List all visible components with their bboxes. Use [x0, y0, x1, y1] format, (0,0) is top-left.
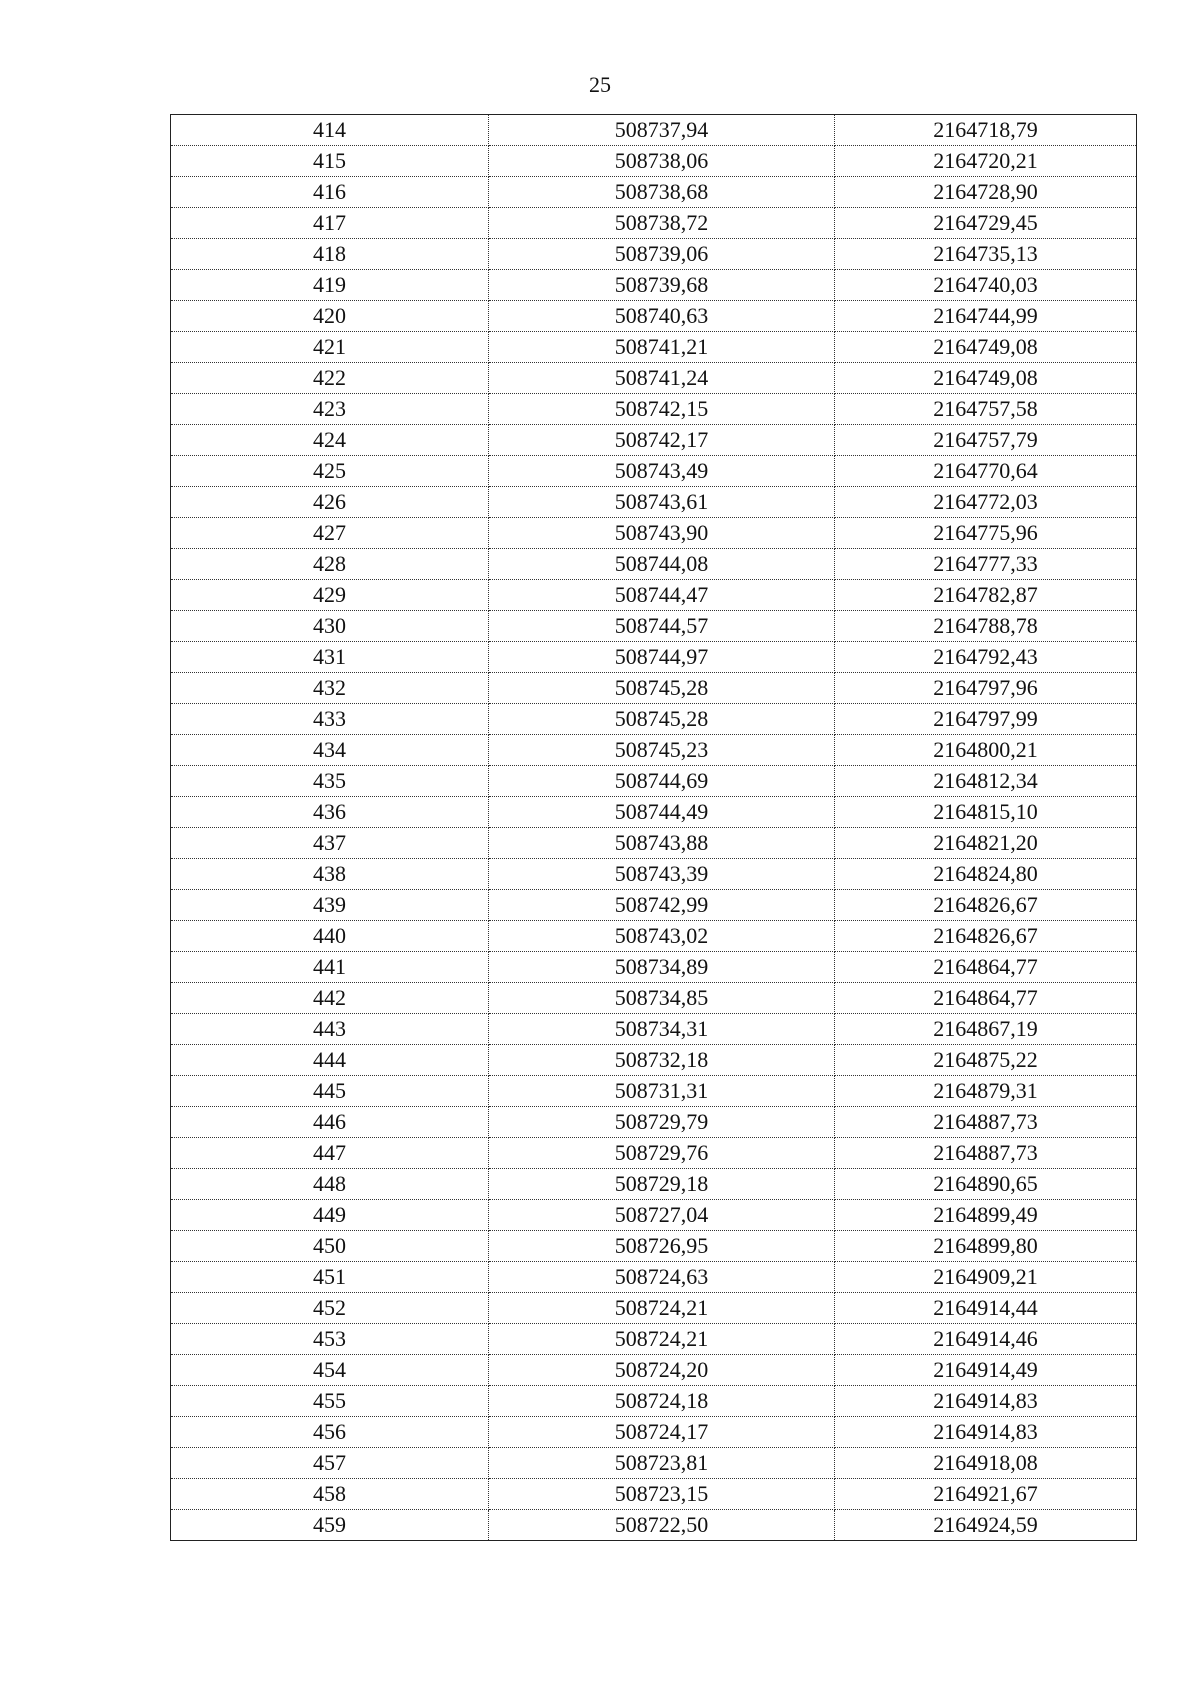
y-coordinate-cell: 2164744,99 [835, 301, 1137, 332]
y-coordinate-cell: 2164757,58 [835, 394, 1137, 425]
y-coordinate-cell: 2164770,64 [835, 456, 1137, 487]
point-number-cell: 432 [171, 673, 489, 704]
table-row [171, 1262, 1137, 1293]
x-coordinate-cell: 508724,21 [489, 1324, 835, 1355]
x-coordinate-cell: 508744,47 [489, 580, 835, 611]
point-number-cell: 445 [171, 1076, 489, 1107]
y-coordinate-cell: 2164757,79 [835, 425, 1137, 456]
table-row [171, 673, 1137, 704]
x-coordinate-cell: 508724,21 [489, 1293, 835, 1324]
y-coordinate-cell: 2164797,99 [835, 704, 1137, 735]
y-coordinate-cell: 2164740,03 [835, 270, 1137, 301]
y-coordinate-cell: 2164788,78 [835, 611, 1137, 642]
point-number-cell: 430 [171, 611, 489, 642]
y-coordinate-cell: 2164914,83 [835, 1386, 1137, 1417]
x-coordinate-cell: 508743,61 [489, 487, 835, 518]
table-body [171, 115, 1137, 1541]
x-coordinate-cell: 508741,21 [489, 332, 835, 363]
x-coordinate-cell: 508723,15 [489, 1479, 835, 1510]
x-coordinate-cell: 508724,20 [489, 1355, 835, 1386]
point-number-cell: 451 [171, 1262, 489, 1293]
point-number-cell: 450 [171, 1231, 489, 1262]
y-coordinate-cell: 2164826,67 [835, 890, 1137, 921]
y-coordinate-cell: 2164914,49 [835, 1355, 1137, 1386]
point-number-cell: 440 [171, 921, 489, 952]
x-coordinate-cell: 508744,49 [489, 797, 835, 828]
point-number-cell: 449 [171, 1200, 489, 1231]
point-number-cell: 459 [171, 1510, 489, 1541]
x-coordinate-cell: 508722,50 [489, 1510, 835, 1541]
y-coordinate-cell: 2164800,21 [835, 735, 1137, 766]
point-number-cell: 422 [171, 363, 489, 394]
point-number-cell: 419 [171, 270, 489, 301]
y-coordinate-cell: 2164924,59 [835, 1510, 1137, 1541]
y-coordinate-cell: 2164792,43 [835, 642, 1137, 673]
table-row [171, 1014, 1137, 1045]
point-number-cell: 421 [171, 332, 489, 363]
y-coordinate-cell: 2164815,10 [835, 797, 1137, 828]
point-number-cell: 433 [171, 704, 489, 735]
x-coordinate-cell: 508737,94 [489, 115, 835, 146]
table-row [171, 332, 1137, 363]
x-coordinate-cell: 508743,88 [489, 828, 835, 859]
x-coordinate-cell: 508744,57 [489, 611, 835, 642]
y-coordinate-cell: 2164875,22 [835, 1045, 1137, 1076]
table-row [171, 1138, 1137, 1169]
x-coordinate-cell: 508742,15 [489, 394, 835, 425]
y-coordinate-cell: 2164749,08 [835, 332, 1137, 363]
point-number-cell: 435 [171, 766, 489, 797]
table-row [171, 394, 1137, 425]
point-number-cell: 439 [171, 890, 489, 921]
table-row [171, 797, 1137, 828]
y-coordinate-cell: 2164729,45 [835, 208, 1137, 239]
point-number-cell: 417 [171, 208, 489, 239]
x-coordinate-cell: 508745,28 [489, 704, 835, 735]
table-row [171, 518, 1137, 549]
table-row [171, 208, 1137, 239]
point-number-cell: 415 [171, 146, 489, 177]
table-row [171, 1386, 1137, 1417]
table-row [171, 580, 1137, 611]
y-coordinate-cell: 2164879,31 [835, 1076, 1137, 1107]
table-row [171, 1510, 1137, 1541]
table-row [171, 487, 1137, 518]
point-number-cell: 424 [171, 425, 489, 456]
y-coordinate-cell: 2164899,49 [835, 1200, 1137, 1231]
table-row [171, 1417, 1137, 1448]
y-coordinate-cell: 2164914,46 [835, 1324, 1137, 1355]
table-row [171, 952, 1137, 983]
y-coordinate-cell: 2164867,19 [835, 1014, 1137, 1045]
table-row [171, 1479, 1137, 1510]
table-row [171, 890, 1137, 921]
x-coordinate-cell: 508738,68 [489, 177, 835, 208]
table-row [171, 735, 1137, 766]
x-coordinate-cell: 508727,04 [489, 1200, 835, 1231]
page-number: 25 [589, 72, 611, 97]
point-number-cell: 452 [171, 1293, 489, 1324]
table-row [171, 983, 1137, 1014]
x-coordinate-cell: 508734,89 [489, 952, 835, 983]
coordinates-table [170, 114, 1137, 1541]
x-coordinate-cell: 508726,95 [489, 1231, 835, 1262]
point-number-cell: 434 [171, 735, 489, 766]
x-coordinate-cell: 508744,69 [489, 766, 835, 797]
table-row [171, 1076, 1137, 1107]
x-coordinate-cell: 508743,39 [489, 859, 835, 890]
x-coordinate-cell: 508739,06 [489, 239, 835, 270]
point-number-cell: 447 [171, 1138, 489, 1169]
point-number-cell: 425 [171, 456, 489, 487]
y-coordinate-cell: 2164899,80 [835, 1231, 1137, 1262]
x-coordinate-cell: 508734,85 [489, 983, 835, 1014]
table-row [171, 270, 1137, 301]
x-coordinate-cell: 508724,17 [489, 1417, 835, 1448]
y-coordinate-cell: 2164777,33 [835, 549, 1137, 580]
x-coordinate-cell: 508744,08 [489, 549, 835, 580]
point-number-cell: 455 [171, 1386, 489, 1417]
y-coordinate-cell: 2164864,77 [835, 983, 1137, 1014]
point-number-cell: 456 [171, 1417, 489, 1448]
y-coordinate-cell: 2164821,20 [835, 828, 1137, 859]
point-number-cell: 426 [171, 487, 489, 518]
x-coordinate-cell: 508729,76 [489, 1138, 835, 1169]
x-coordinate-cell: 508744,97 [489, 642, 835, 673]
x-coordinate-cell: 508724,63 [489, 1262, 835, 1293]
table-row [171, 456, 1137, 487]
table-row [171, 425, 1137, 456]
y-coordinate-cell: 2164864,77 [835, 952, 1137, 983]
table-row [171, 704, 1137, 735]
table-row [171, 1045, 1137, 1076]
table-row [171, 859, 1137, 890]
table-row [171, 766, 1137, 797]
y-coordinate-cell: 2164775,96 [835, 518, 1137, 549]
point-number-cell: 414 [171, 115, 489, 146]
y-coordinate-cell: 2164914,44 [835, 1293, 1137, 1324]
point-number-cell: 431 [171, 642, 489, 673]
table-row [171, 1355, 1137, 1386]
table-row [171, 1293, 1137, 1324]
point-number-cell: 423 [171, 394, 489, 425]
table-row [171, 115, 1137, 146]
y-coordinate-cell: 2164782,87 [835, 580, 1137, 611]
table-row [171, 177, 1137, 208]
x-coordinate-cell: 508745,28 [489, 673, 835, 704]
point-number-cell: 418 [171, 239, 489, 270]
point-number-cell: 446 [171, 1107, 489, 1138]
point-number-cell: 438 [171, 859, 489, 890]
x-coordinate-cell: 508742,17 [489, 425, 835, 456]
table-row [171, 828, 1137, 859]
y-coordinate-cell: 2164909,21 [835, 1262, 1137, 1293]
y-coordinate-cell: 2164735,13 [835, 239, 1137, 270]
table-row [171, 549, 1137, 580]
y-coordinate-cell: 2164887,73 [835, 1138, 1137, 1169]
point-number-cell: 457 [171, 1448, 489, 1479]
point-number-cell: 428 [171, 549, 489, 580]
table-row [171, 1448, 1137, 1479]
point-number-cell: 420 [171, 301, 489, 332]
x-coordinate-cell: 508723,81 [489, 1448, 835, 1479]
y-coordinate-cell: 2164914,83 [835, 1417, 1137, 1448]
table-row [171, 642, 1137, 673]
table-row [171, 1231, 1137, 1262]
x-coordinate-cell: 508729,79 [489, 1107, 835, 1138]
x-coordinate-cell: 508739,68 [489, 270, 835, 301]
x-coordinate-cell: 508738,72 [489, 208, 835, 239]
table-row [171, 239, 1137, 270]
y-coordinate-cell: 2164728,90 [835, 177, 1137, 208]
x-coordinate-cell: 508729,18 [489, 1169, 835, 1200]
y-coordinate-cell: 2164812,34 [835, 766, 1137, 797]
x-coordinate-cell: 508745,23 [489, 735, 835, 766]
table-row [171, 1324, 1137, 1355]
table-row [171, 1107, 1137, 1138]
x-coordinate-cell: 508724,18 [489, 1386, 835, 1417]
y-coordinate-cell: 2164887,73 [835, 1107, 1137, 1138]
point-number-cell: 448 [171, 1169, 489, 1200]
point-number-cell: 437 [171, 828, 489, 859]
point-number-cell: 444 [171, 1045, 489, 1076]
y-coordinate-cell: 2164749,08 [835, 363, 1137, 394]
y-coordinate-cell: 2164890,65 [835, 1169, 1137, 1200]
y-coordinate-cell: 2164797,96 [835, 673, 1137, 704]
table-row [171, 146, 1137, 177]
table-row [171, 921, 1137, 952]
y-coordinate-cell: 2164718,79 [835, 115, 1137, 146]
point-number-cell: 454 [171, 1355, 489, 1386]
point-number-cell: 458 [171, 1479, 489, 1510]
x-coordinate-cell: 508731,31 [489, 1076, 835, 1107]
y-coordinate-cell: 2164826,67 [835, 921, 1137, 952]
x-coordinate-cell: 508743,49 [489, 456, 835, 487]
x-coordinate-cell: 508734,31 [489, 1014, 835, 1045]
point-number-cell: 443 [171, 1014, 489, 1045]
table-row [171, 1200, 1137, 1231]
point-number-cell: 416 [171, 177, 489, 208]
table-row [171, 301, 1137, 332]
x-coordinate-cell: 508742,99 [489, 890, 835, 921]
y-coordinate-cell: 2164918,08 [835, 1448, 1137, 1479]
x-coordinate-cell: 508741,24 [489, 363, 835, 394]
y-coordinate-cell: 2164772,03 [835, 487, 1137, 518]
point-number-cell: 441 [171, 952, 489, 983]
y-coordinate-cell: 2164824,80 [835, 859, 1137, 890]
table-row [171, 363, 1137, 394]
x-coordinate-cell: 508743,02 [489, 921, 835, 952]
y-coordinate-cell: 2164921,67 [835, 1479, 1137, 1510]
point-number-cell: 442 [171, 983, 489, 1014]
point-number-cell: 453 [171, 1324, 489, 1355]
point-number-cell: 427 [171, 518, 489, 549]
table-row [171, 1169, 1137, 1200]
x-coordinate-cell: 508740,63 [489, 301, 835, 332]
x-coordinate-cell: 508738,06 [489, 146, 835, 177]
x-coordinate-cell: 508743,90 [489, 518, 835, 549]
x-coordinate-cell: 508732,18 [489, 1045, 835, 1076]
y-coordinate-cell: 2164720,21 [835, 146, 1137, 177]
table-row [171, 611, 1137, 642]
point-number-cell: 429 [171, 580, 489, 611]
point-number-cell: 436 [171, 797, 489, 828]
